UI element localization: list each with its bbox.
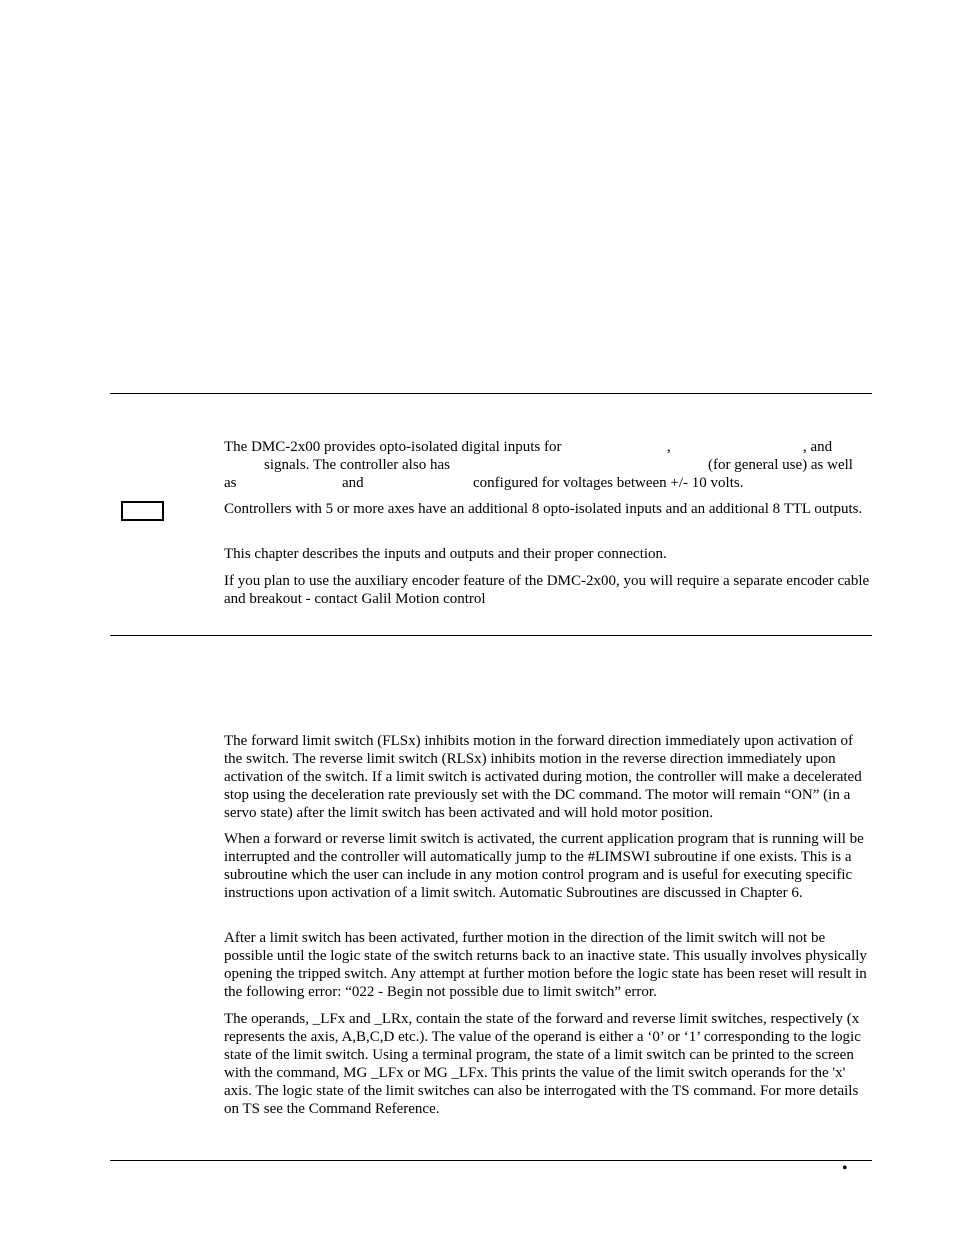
middle-divider bbox=[110, 635, 872, 636]
margin-note-box bbox=[121, 501, 164, 521]
intro-line1-b: , bbox=[667, 439, 671, 455]
intro-line1-c: , and bbox=[803, 439, 833, 455]
intro-line1-a: The DMC-2x00 provides opto-isolated digital inputs for bbox=[224, 439, 562, 455]
limit-paragraph-2: When a forward or reverse limit switch is activated, the current application program that is running will be interrupted and the controller will automatically jump to the #LIMSWI subroutine if one exists. This is a subroutine which the user can include in any motion control program and is useful for executing specific instructions upon activation of a limit switch. Automatic Subroutines are discussed in Chapter 6. bbox=[224, 831, 864, 901]
bottom-divider bbox=[110, 1160, 872, 1161]
intro-line3-a: as bbox=[224, 475, 237, 491]
limit-paragraph-1: The forward limit switch (FLSx) inhibits motion in the forward direction immediately upon activation of the switch. The reverse limit switch (RLSx) inhibits motion in the reverse direction immediately upon activation of the switch. If a limit switch is activated during motion, the controller will make a decelerated stop using the deceleration rate previously set with the DC command. The motor will remain “ON” (in a servo state) after the limit switch has been activated and will hold motor position. bbox=[224, 733, 862, 821]
intro-line3-c: configured for voltages between +/- 10 volts. bbox=[473, 475, 744, 491]
limit-paragraph-3: After a limit switch has been activated, further motion in the direction of the limit switch will not be possible until the logic state of the switch returns back to an inactive state. This usually involves physically opening the tripped switch. Any attempt at further motion before the logic state has been reset will result in the following error: “022 - Begin not possible due to limit switch” error. bbox=[224, 930, 867, 1000]
intro-line2-a: signals. The controller also has bbox=[264, 457, 450, 473]
intro-paragraph-axes: Controllers with 5 or more axes have an additional 8 opto-isolated inputs and an additional 8 TTL outputs. bbox=[224, 501, 863, 517]
intro-paragraph-chapter: This chapter describes the inputs and outputs and their proper connection. bbox=[224, 546, 667, 562]
limit-paragraph-4: The operands, _LFx and _LRx, contain the state of the forward and reverse limit switches, respectively (x represents the axis, A,B,C,D etc.). The value of the operand is either a ‘0’ or ‘1’ corresponding to the logic state of the limit switch. Using a terminal program, the state of a limit switch can be printed to the screen with the command, MG _LFx or MG _LFx. This prints the value of the limit switch operands for the 'x' axis. The logic state of the limit switches can also be interrogated with the TS command. For more details on TS see the Command Reference. bbox=[224, 1011, 861, 1117]
intro-line3-b: and bbox=[342, 475, 364, 491]
intro-paragraph-encoder: If you plan to use the auxiliary encoder feature of the DMC-2x00, you will require a separate encoder cable and breakout - contact Galil Motion control bbox=[224, 573, 870, 607]
intro-line2-b: (for general use) as well bbox=[708, 457, 853, 473]
top-divider bbox=[110, 393, 872, 394]
footer-bullet: • bbox=[842, 1160, 848, 1177]
